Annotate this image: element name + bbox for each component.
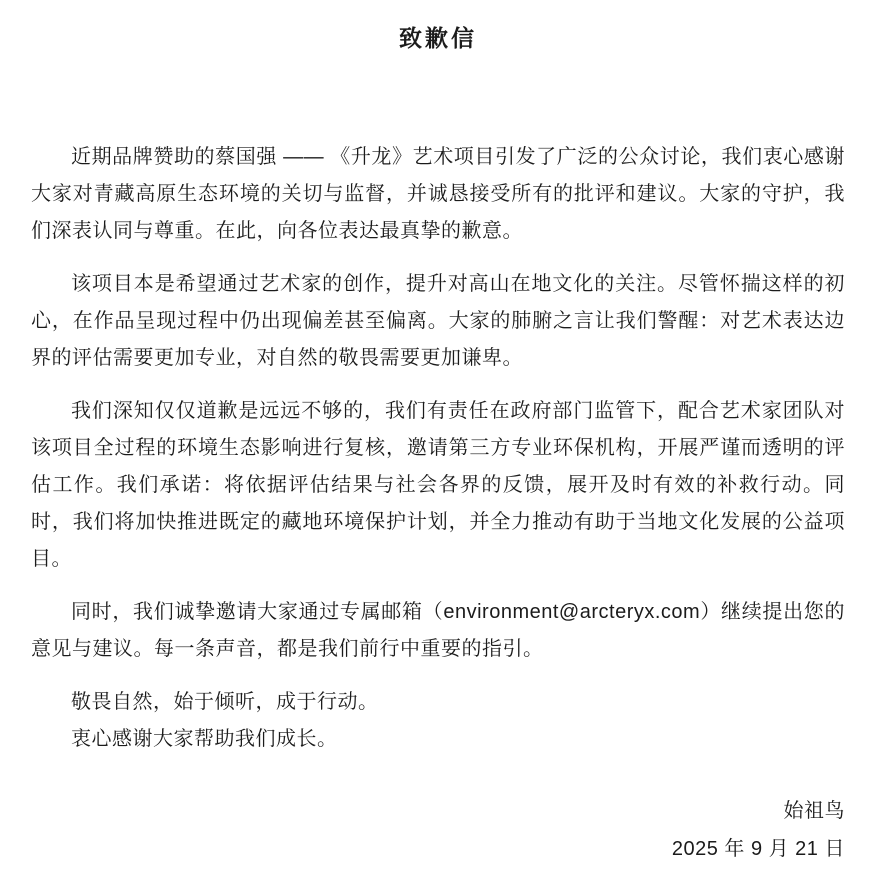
letter-paragraph-1: 近期品牌赞助的蔡国强 —— 《升龙》艺术项目引发了广泛的公众讨论，我们衷心感谢大家对青藏高原生态环境的关切与监督，并诚恳接受所有的批评和建议。大家的守护，我们深表认同与尊重。在此，向各位表达最真挚的歉意。 xyxy=(31,146,845,242)
signature: 始祖鸟 xyxy=(783,800,845,822)
signature-block xyxy=(672,792,845,868)
letter-paragraph-4: 同时，我们诚挚邀请大家通过专属邮箱（environment@arcteryx.com）继续提出您的意见与建议。每一条声音，都是我们前行中重要的指引。 xyxy=(31,601,845,660)
closing-line-1: 敬畏自然，始于倾听，成于行动。 xyxy=(71,691,379,713)
closing-block xyxy=(0,684,876,758)
letter-paragraph-2: 该项目本是希望通过艺术家的创作，提升对高山在地文化的关注。尽管怀揣这样的初心，在作品呈现过程中仍出现偏差甚至偏离。大家的肺腑之言让我们警醒：对艺术表达边界的评估需要更加专业，对自然的敬畏需要更加谦卑。 xyxy=(31,273,845,369)
letter-title: 致歉信 xyxy=(399,25,477,51)
closing-line-2: 衷心感谢大家帮助我们成长。 xyxy=(71,728,338,750)
letter-paragraph-3: 我们深知仅仅道歉是远远不够的，我们有责任在政府部门监管下，配合艺术家团队对该项目全过程的环境生态影响进行复核，邀请第三方专业环保机构，开展严谨而透明的评估工作。我们承诺：将依据评估结果与社会各界的反馈，展开及时有效的补救行动。同时，我们将加快推进既定的藏地环境保护计划，并全力推动有助于当地文化发展的公益项目。 xyxy=(31,400,845,570)
letter-body xyxy=(0,139,876,668)
letter-date: 2025 年 9 月 21 日 xyxy=(671,838,845,860)
